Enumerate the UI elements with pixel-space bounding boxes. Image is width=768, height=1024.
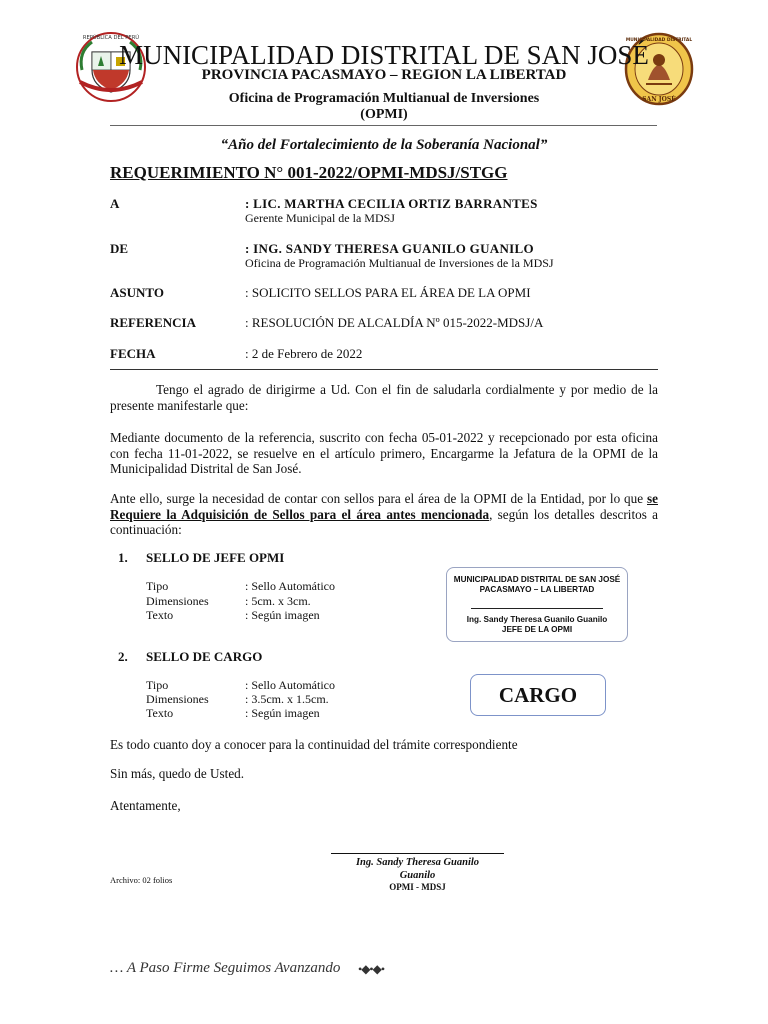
stamp-line: Ing. Sandy Theresa Guanilo Guanilo [466,615,608,624]
to-role: Gerente Municipal de la MDSJ [245,211,395,225]
item-1-spec-key: Texto [146,608,174,622]
requirement-emphasis: se Requiere la Adquisición de Sellos para el área antes mencionada [110,491,658,522]
signer-unit: OPMI - MDSJ [389,882,446,892]
item-2-spec-key: Dimensiones [146,692,209,706]
reference-value: : RESOLUCIÓN DE ALCALDÍA Nº 015-2022-MDSJ/A [245,315,544,330]
fields-divider [110,369,658,370]
stamp-line: MUNICIPALIDAD DISTRITAL DE SAN JOSÉ [453,575,621,584]
item-1-spec-value: : 5cm. x 3cm. [245,594,311,608]
closing-statement: Es todo cuanto doy a conocer para la continuidad del trámite correspondiente [110,737,518,752]
subject-label: ASUNTO [110,285,164,300]
svg-text:MUNICIPALIDAD DISTRITAL: MUNICIPALIDAD DISTRITAL [625,38,693,43]
archive-note: Archivo: 02 folios [110,875,173,885]
reference-label: REFERENCIA [110,315,196,330]
header-divider [110,125,657,126]
item-2-spec-key: Tipo [146,678,169,692]
paragraph-requirement: Ante ello, surge la necesidad de contar con sellos para el área de la OPMI de la Entidad, por lo que se Requiere la Adquisición de Sellos para el área antes mencionada, según los detalles descritos a continuación: [110,491,658,537]
svg-text:SAN JOSÉ: SAN JOSÉ [642,96,676,103]
paragraph-greeting: Tengo el agrado de dirigirme a Ud. Con el fin de saludarla cordialmente y por medio de la presente manifestarle que: [110,382,658,413]
closing-farewell: Sin más, quedo de Usted. [110,766,245,781]
subject-value: : SOLICITO SELLOS PARA EL ÁREA DE LA OPMI [245,285,531,300]
from-name: : ING. SANDY THERESA GUANILO GUANILO [245,241,534,256]
item-1-spec-key: Tipo [146,579,169,593]
item-2-title: 2. SELLO DE CARGO [118,649,263,664]
item-1-title: 1. SELLO DE JEFE OPMI [118,550,285,565]
request-title: REQUERIMIENTO N° 001-2022/OPMI-MDSJ/STGG [110,163,508,182]
item-2-spec-key: Texto [146,706,174,720]
footer-ornament-icon: •◆•◆• [358,962,385,976]
item-2-spec-value: : Según imagen [245,706,320,720]
date-label: FECHA [110,346,156,361]
from-role: Oficina de Programación Multianual de Inversiones de la MDSJ [245,256,554,270]
from-label: DE [110,241,129,256]
office-abbreviation: (OPMI) [360,107,408,122]
item-2-spec-value: : Sello Automático [245,678,335,692]
jefe-stamp-sample [446,567,628,642]
year-motto: “Año del Fortalecimiento de la Soberanía Nacional” [220,137,548,153]
date-value: : 2 de Febrero de 2022 [245,346,363,361]
stamp-line: PACASMAYO – LA LIBERTAD [479,585,595,594]
province-subtitle: PROVINCIA PACASMAYO – REGION LA LIBERTAD [201,67,567,83]
item-2-spec-value: : 3.5cm. x 1.5cm. [245,692,329,706]
office-name: Oficina de Programación Multianual de Inversiones [228,91,540,106]
stamp-signature-rule [471,608,603,609]
cargo-stamp-sample: CARGO [470,674,606,716]
municipality-title: MUNICIPALIDAD DISTRITAL DE SAN JOSÉ [119,40,649,70]
to-label: A [110,196,120,211]
to-name: : LIC. MARTHA CECILIA ORTIZ BARRANTES [245,196,538,211]
signer-name: Ing. Sandy Theresa Guanilo Guanilo [355,857,480,881]
paragraph-reference: Mediante documento de la referencia, suscrito con fecha 05-01-2022 y recepcionado por esta oficina con fecha 11-01-2022, se resuelve en el artículo primero, Encargarme la Jefatura de la OPMI de la Municipalidad Distrital de San José. [110,430,658,476]
closing-regards: Atentamente, [110,798,181,813]
footer-slogan: … A Paso Firme Seguimos Avanzando [110,960,341,976]
stamp-line: JEFE DE LA OPMI [501,625,573,634]
item-1-spec-value: : Según imagen [245,608,320,622]
item-1-spec-key: Dimensiones [146,594,209,608]
svg-text:REPÚBLICA DEL PERÚ: REPÚBLICA DEL PERÚ [82,35,140,41]
item-1-spec-value: : Sello Automático [245,579,335,593]
signature-line [331,853,504,854]
